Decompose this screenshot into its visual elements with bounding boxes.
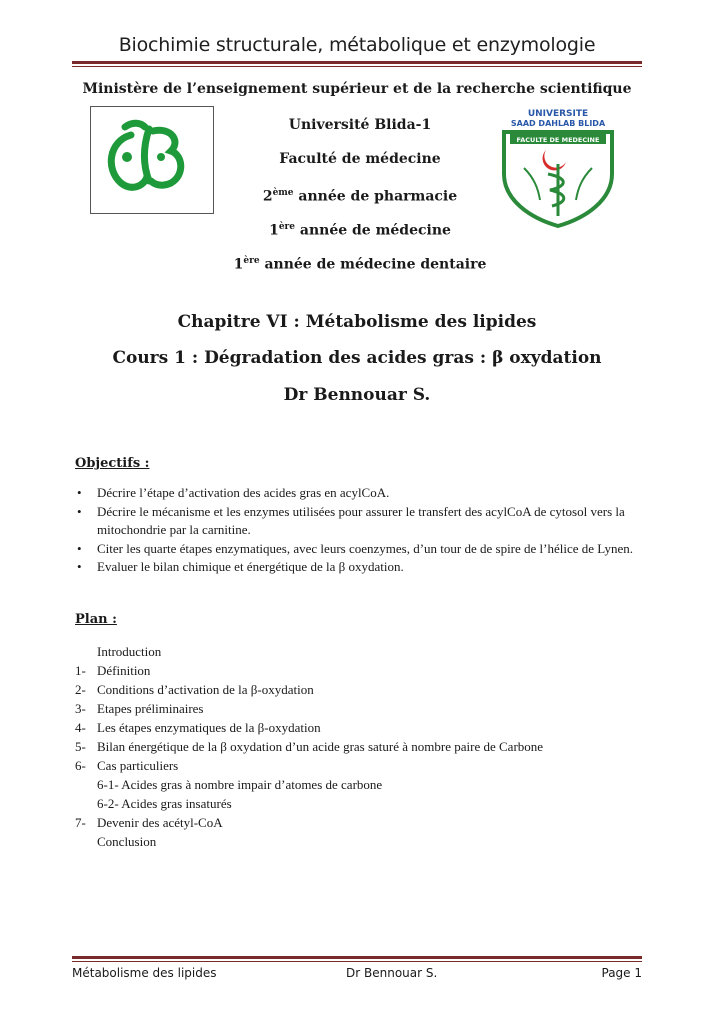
list-item: • Décrire l’étape d’activation des acides gras en acylCoA. [77,485,390,500]
list-item: 6-1- Acides gras à nombre impair d’atomes de carbone [97,777,383,792]
page-footer [72,966,642,982]
plan-list [75,642,645,851]
year-line-pharmacie: 2ème année de pharmacie [262,188,458,205]
list-item: • Evaluer le bilan chimique et énergétique de la β oxydation. [77,559,404,574]
logo-text-faculte: FACULTE DE MEDECINE [516,136,600,144]
list-item: Conclusion [97,834,157,849]
university-info [200,113,520,283]
logo-text-saad-dahlab: SAAD DAHLAB BLIDA [510,119,606,128]
list-item: Introduction [97,644,162,659]
footer-rule [72,956,642,959]
university-name: Université Blida-1 [288,117,432,133]
list-item: 2- Conditions d’activation de la β-oxydation [75,682,314,697]
year-line-dentaire: 1ère année de médecine dentaire [233,256,487,273]
page-header-title: Biochimie structurale, métabolique et enzymologie [118,34,596,56]
list-item: 7- Devenir des acétyl-CoA [75,815,223,830]
chapter-title: Chapitre VI : Métabolisme des lipides [177,312,537,332]
list-item: 1- Définition [75,663,151,678]
footer-center: Dr Bennouar S. [346,966,438,980]
list-item: 5- Bilan énergétique de la β oxydation d’un acide gras saturé à nombre paire de Carbone [75,739,544,754]
footer-rule-thin [72,961,642,962]
list-item: 4- Les étapes enzymatiques de la β-oxydation [75,720,321,735]
list-item: • Décrire le mécanisme et les enzymes utilisées pour assurer le transfert des acylCoA de cytosol vers la mitochondrie par la carnitine. [77,503,625,537]
course-title: Cours 1 : Dégradation des acides gras : β oxydation [112,348,602,368]
plan-heading: Plan : [75,612,117,627]
ministry-title: Ministère de l’enseignement supérieur et de la recherche scientifique [82,81,632,97]
header-rule [72,61,642,64]
objectives-list [75,484,645,577]
footer-page-number: Page 1 [601,966,642,980]
author-name: Dr Bennouar S. [283,385,431,405]
faculty-shield-icon [494,104,622,228]
list-item: 6- Cas particuliers [75,758,179,773]
blida-logo-frame [90,106,214,214]
logo-text-universite: UNIVERSITE [527,109,589,119]
faculty-name: Faculté de médecine [279,151,441,167]
list-item: 6-2- Acides gras insaturés [97,796,232,811]
year-line-medecine: 1ère année de médecine [269,222,451,239]
faculty-logo [494,104,622,228]
list-item: 3- Etapes préliminaires [75,701,204,716]
blida-logo-icon [91,107,213,213]
objectives-heading: Objectifs : [75,456,150,471]
header-rule-thin [72,66,642,67]
list-item: • Citer les quarte étapes enzymatiques, avec leurs coenzymes, d’un tour de de spire de l’hélice de Lynen. [77,540,634,556]
footer-left: Métabolisme des lipides [72,966,217,980]
